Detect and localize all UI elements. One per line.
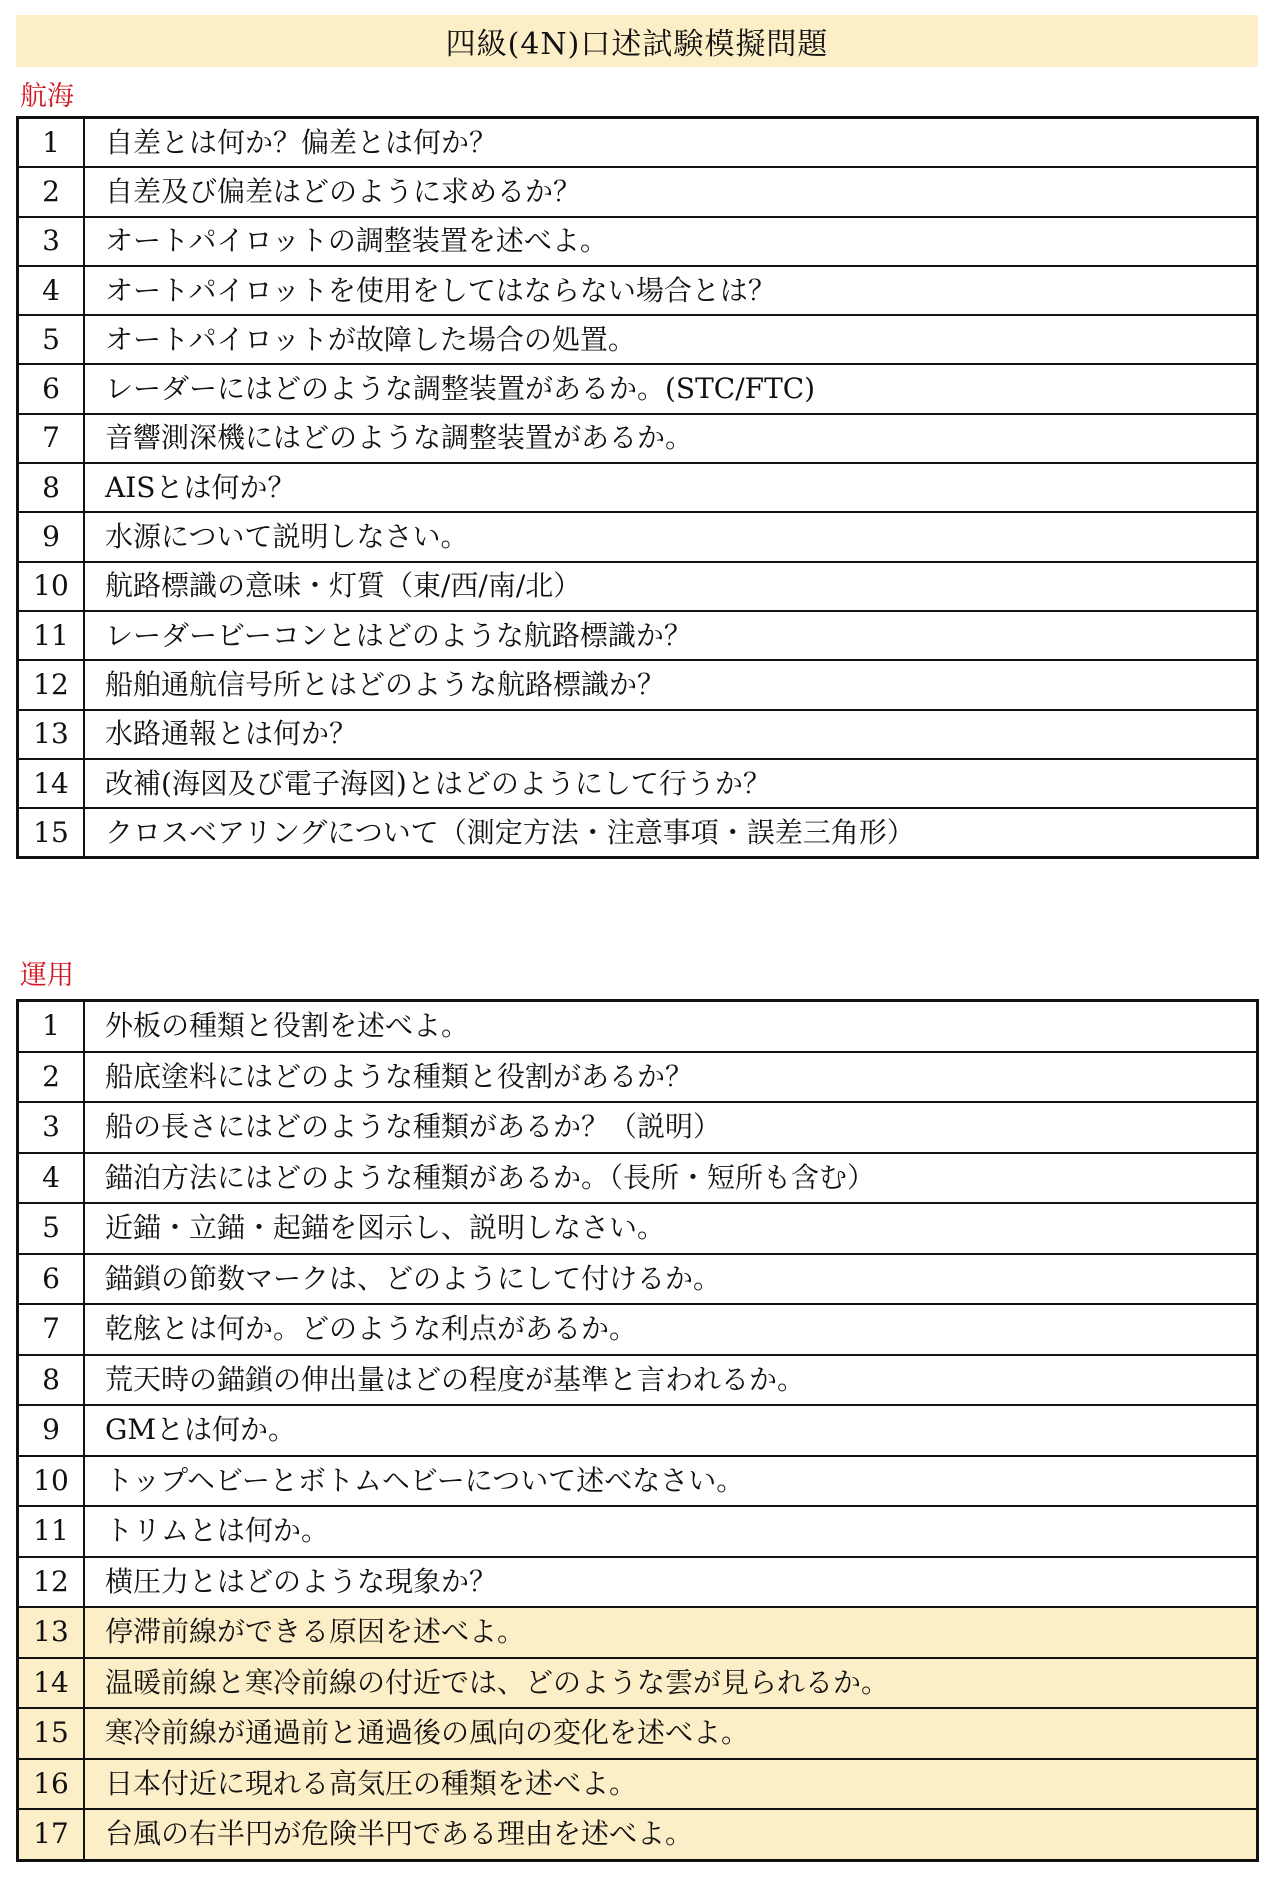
question-row <box>18 1355 1258 1406</box>
question-row <box>18 1506 1258 1557</box>
question-row <box>18 759 1258 808</box>
question-text: 錨泊方法にはどのような種類があるか。（長所・短所も含む） <box>84 1153 1258 1204</box>
page-title: 四級(4N)口述試験模擬問題 <box>16 15 1258 67</box>
question-row <box>18 1102 1258 1153</box>
question-row <box>18 414 1258 463</box>
question-text: 航路標識の意味・灯質（東/西/南/北） <box>84 562 1258 611</box>
question-number: 14 <box>18 1658 85 1709</box>
question-number: 17 <box>18 1809 85 1860</box>
question-number: 5 <box>18 315 85 364</box>
question-row <box>18 1254 1258 1305</box>
question-text: レーダービーコンとはどのような航路標識か？ <box>84 611 1258 660</box>
question-row <box>18 710 1258 759</box>
question-text: 船舶通航信号所とはどのような航路標識か？ <box>84 660 1258 709</box>
question-text: 自差とは何か？偏差とは何か？ <box>84 118 1258 168</box>
question-row <box>18 1153 1258 1204</box>
question-number: 7 <box>18 414 85 463</box>
question-number: 11 <box>18 1506 85 1557</box>
question-row <box>18 1557 1258 1608</box>
question-number: 9 <box>18 512 85 561</box>
question-number: 2 <box>18 1052 85 1103</box>
question-row <box>18 1607 1258 1658</box>
question-text: クロスベアリングについて（測定方法・注意事項・誤差三角形） <box>84 808 1258 858</box>
question-text: 寒冷前線が通過前と通過後の風向の変化を述べよ。 <box>84 1708 1258 1759</box>
question-row <box>18 1203 1258 1254</box>
question-text: 船底塗料にはどのような種類と役割があるか？ <box>84 1052 1258 1103</box>
question-row <box>18 1001 1258 1052</box>
question-text: 台風の右半円が危険半円である理由を述べよ。 <box>84 1809 1258 1860</box>
question-number: 15 <box>18 808 85 858</box>
question-text: 水路通報とは何か？ <box>84 710 1258 759</box>
question-number: 2 <box>18 167 85 216</box>
question-row <box>18 660 1258 709</box>
question-text: 自差及び偏差はどのように求めるか？ <box>84 167 1258 216</box>
question-row <box>18 1708 1258 1759</box>
question-text: トリムとは何か。 <box>84 1506 1258 1557</box>
question-number: 5 <box>18 1203 85 1254</box>
question-number: 13 <box>18 710 85 759</box>
question-text: 荒天時の錨鎖の伸出量はどの程度が基準と言われるか。 <box>84 1355 1258 1406</box>
question-row <box>18 217 1258 266</box>
question-number: 3 <box>18 217 85 266</box>
question-number: 8 <box>18 1355 85 1406</box>
question-row <box>18 463 1258 512</box>
question-text: 日本付近に現れる高気圧の種類を述べよ。 <box>84 1759 1258 1810</box>
question-row <box>18 1658 1258 1709</box>
question-number: 7 <box>18 1304 85 1355</box>
question-text: オートパイロットの調整装置を述べよ。 <box>84 217 1258 266</box>
question-number: 4 <box>18 1153 85 1204</box>
question-row <box>18 1456 1258 1507</box>
section-label-operations: 運用 <box>20 960 74 991</box>
navigation-question-table <box>16 116 1259 859</box>
question-number: 6 <box>18 364 85 413</box>
question-text: トップヘビーとボトムヘビーについて述べなさい。 <box>84 1456 1258 1507</box>
question-row <box>18 1052 1258 1103</box>
question-text: AISとは何か？ <box>84 463 1258 512</box>
question-number: 16 <box>18 1759 85 1810</box>
question-text: 停滞前線ができる原因を述べよ。 <box>84 1607 1258 1658</box>
question-text: 乾舷とは何か。どのような利点があるか。 <box>84 1304 1258 1355</box>
question-row <box>18 808 1258 858</box>
question-number: 13 <box>18 1607 85 1658</box>
question-text: レーダーにはどのような調整装置があるか。(STC/FTC) <box>84 364 1258 413</box>
question-number: 10 <box>18 1456 85 1507</box>
question-number: 1 <box>18 1001 85 1052</box>
question-number: 12 <box>18 660 85 709</box>
question-row <box>18 512 1258 561</box>
question-number: 3 <box>18 1102 85 1153</box>
question-row <box>18 1304 1258 1355</box>
question-text: 音響測深機にはどのような調整装置があるか。 <box>84 414 1258 463</box>
question-number: 8 <box>18 463 85 512</box>
question-text: 水源について説明しなさい。 <box>84 512 1258 561</box>
question-row <box>18 611 1258 660</box>
question-row <box>18 1405 1258 1456</box>
question-number: 11 <box>18 611 85 660</box>
operations-question-table <box>16 999 1259 1862</box>
question-text: 横圧力とはどのような現象か？ <box>84 1557 1258 1608</box>
question-text: 近錨・立錨・起錨を図示し、説明しなさい。 <box>84 1203 1258 1254</box>
question-text: 温暖前線と寒冷前線の付近では、どのような雲が見られるか。 <box>84 1658 1258 1709</box>
question-text: 錨鎖の節数マークは、どのようにして付けるか。 <box>84 1254 1258 1305</box>
question-row <box>18 562 1258 611</box>
question-text: オートパイロットが故障した場合の処置。 <box>84 315 1258 364</box>
question-row <box>18 167 1258 216</box>
question-number: 6 <box>18 1254 85 1305</box>
question-number: 12 <box>18 1557 85 1608</box>
question-row <box>18 1809 1258 1860</box>
question-number: 1 <box>18 118 85 168</box>
question-text: オートパイロットを使用をしてはならない場合とは？ <box>84 266 1258 315</box>
question-number: 14 <box>18 759 85 808</box>
question-row <box>18 364 1258 413</box>
question-text: 改補(海図及び電子海図)とはどのようにして行うか？ <box>84 759 1258 808</box>
question-row <box>18 315 1258 364</box>
question-number: 4 <box>18 266 85 315</box>
question-number: 9 <box>18 1405 85 1456</box>
question-row <box>18 118 1258 168</box>
question-text: GMとは何か。 <box>84 1405 1258 1456</box>
question-text: 外板の種類と役割を述べよ。 <box>84 1001 1258 1052</box>
question-number: 15 <box>18 1708 85 1759</box>
question-row <box>18 1759 1258 1810</box>
question-number: 10 <box>18 562 85 611</box>
question-row <box>18 266 1258 315</box>
section-label-navigation: 航海 <box>20 81 74 112</box>
question-text: 船の長さにはどのような種類があるか？（説明） <box>84 1102 1258 1153</box>
